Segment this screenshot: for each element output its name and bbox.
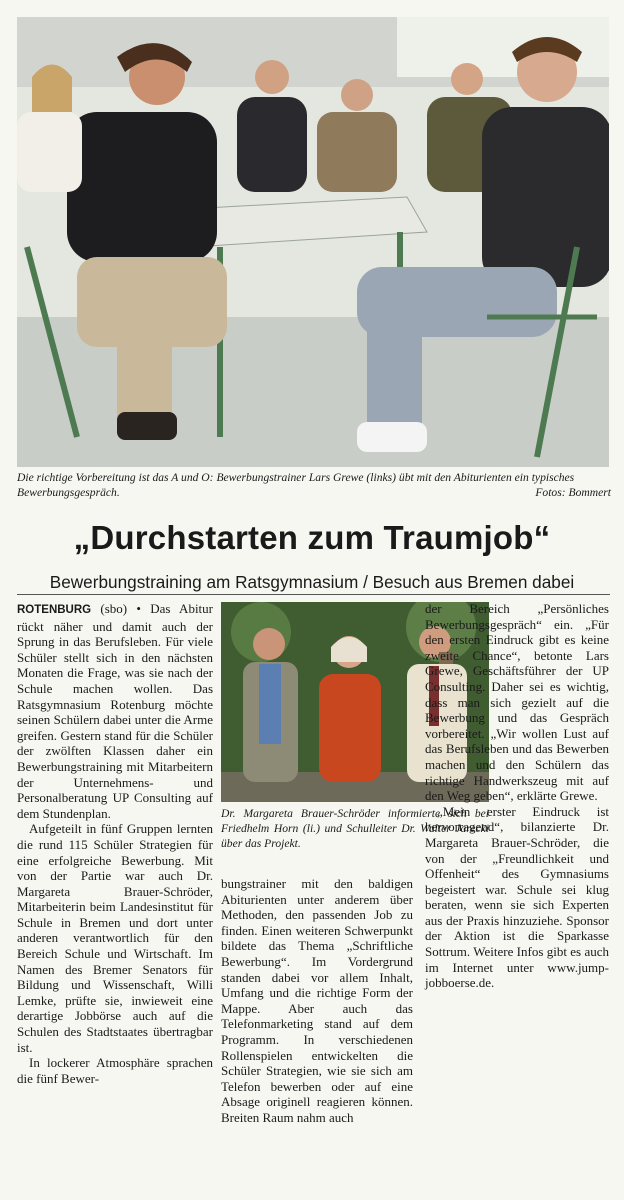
paragraph: der Bereich „Persönliches Bewerbungsgespräch“ ein. „Für den ersten Eindruck gibt es keine zweite Chance“, betonte Lars Grewe, Geschäftsführer der UP Consulting. Daher sei es wichtig, dass man sich gezielt auf die Bewerbung und das Gespräch vorbereitet. „Wir wollen Lust auf das Berufsleben und das Bewerben machen und den Schülern das richtige Handwerkszeug mit auf den Weg geben“, erklärte Grewe.	[425, 601, 609, 804]
main-caption-text: Die richtige Vorbereitung ist das A und O: Bewerbungstrainer Lars Grewe (links) übt mit den Abiturienten ein typisches Bewerbungsgespräch.	[17, 471, 575, 499]
photo-credit: Fotos: Bommert	[535, 486, 611, 499]
paragraph: In lockerer Atmosphäre sprachen die fünf Bewer-	[17, 1055, 213, 1086]
dateline-tag: (sbo)	[100, 601, 128, 616]
divider	[17, 594, 610, 595]
headline: „Durchstarten zum Traumjob“	[73, 519, 551, 556]
paragraph: „Mein erster Eindruck ist hervorragend“, bilanzierte Dr. Margareta Brauer-Schröder, die von der „Freundlichkeit und Offenheit“ des Gymnasiums begeistert war. Schule sei klug beraten, wenn sie sich Experten aus der Praxis hinzuziehe. Sponsor der Aktion ist die Sparkasse Sottrum. Weitere Infos gibt es auch im Internet unter www.jump-jobboerse.de.	[425, 803, 609, 991]
main-photo-caption	[17, 470, 611, 500]
column-3	[425, 601, 609, 991]
paragraph-text: • Das Abitur rückt näher und damit auch der Sprung in das Berufsleben. Für viele Schüler stellt sich in den nächsten Monaten die Frage, was sie nach der Schule machen wollen. Das Ratsgymnasium Rotenburg möchte seinen Schülern dabei unter die Arme greifen. Gestern stand für die Schüler der zwölften Klassen daher ein Bewerbungstraining mit Mitarbeitern der Unternehmens- und Personalberatung UP Consulting auf dem Stundenplan.	[17, 601, 213, 821]
paragraph	[17, 601, 213, 821]
column-2	[221, 876, 413, 1126]
column-1	[17, 601, 213, 1086]
main-photo	[17, 17, 609, 467]
paragraph: bungstrainer mit den baldigen Abiturienten unter anderem über Methoden, den passenden Job zu finden. Einen weiteren Schwerpunkt bildete das Thema „Schriftliche Bewerbung“. Im Vordergrund standen dabei vor allem Inhalt, Umfang und die richtige Form der Mappe. Aber auch das Telefonmarketing stand auf dem Programm. In verschiedenen Rollenspielen entwickelten die Schüler Strategien, wie sie sich am Telefon bewerben oder auf eine Absage originell reagieren können. Breiten Raum nahm auch	[221, 876, 413, 1125]
dateline: ROTENBURG	[17, 604, 92, 616]
paragraph: Aufgeteilt in fünf Gruppen lernten die rund 115 Schüler Strategien für eine erfolgreiche Bewerbung. Mit von der Partie war auch Dr. Margareta Brauer-Schröder, Mitarbeiterin beim Landesinstitut für Schule in Bremen und dort unter anderen verantwortlich für den Bereich Schule und Wirtschaft. Im Namen des Bremer Senators für Bildung und Wissenschaft, Willi Lemke, prüfte sie, inwieweit eine derartige Jobbörse auch auf die Schulen des Stadtstaates übertragbar ist.	[17, 821, 213, 1055]
subheadline: Bewerbungstraining am Ratsgymnasium / Besuch aus Bremen dabei	[49, 572, 575, 592]
classroom-illustration	[17, 17, 609, 467]
secondary-photo-caption: Dr. Margareta Brauer-Schröder informierte sich bei Friedhelm Horn (li.) und Schulleiter Dr. Walter Jarecki über das Projekt.	[221, 807, 489, 850]
